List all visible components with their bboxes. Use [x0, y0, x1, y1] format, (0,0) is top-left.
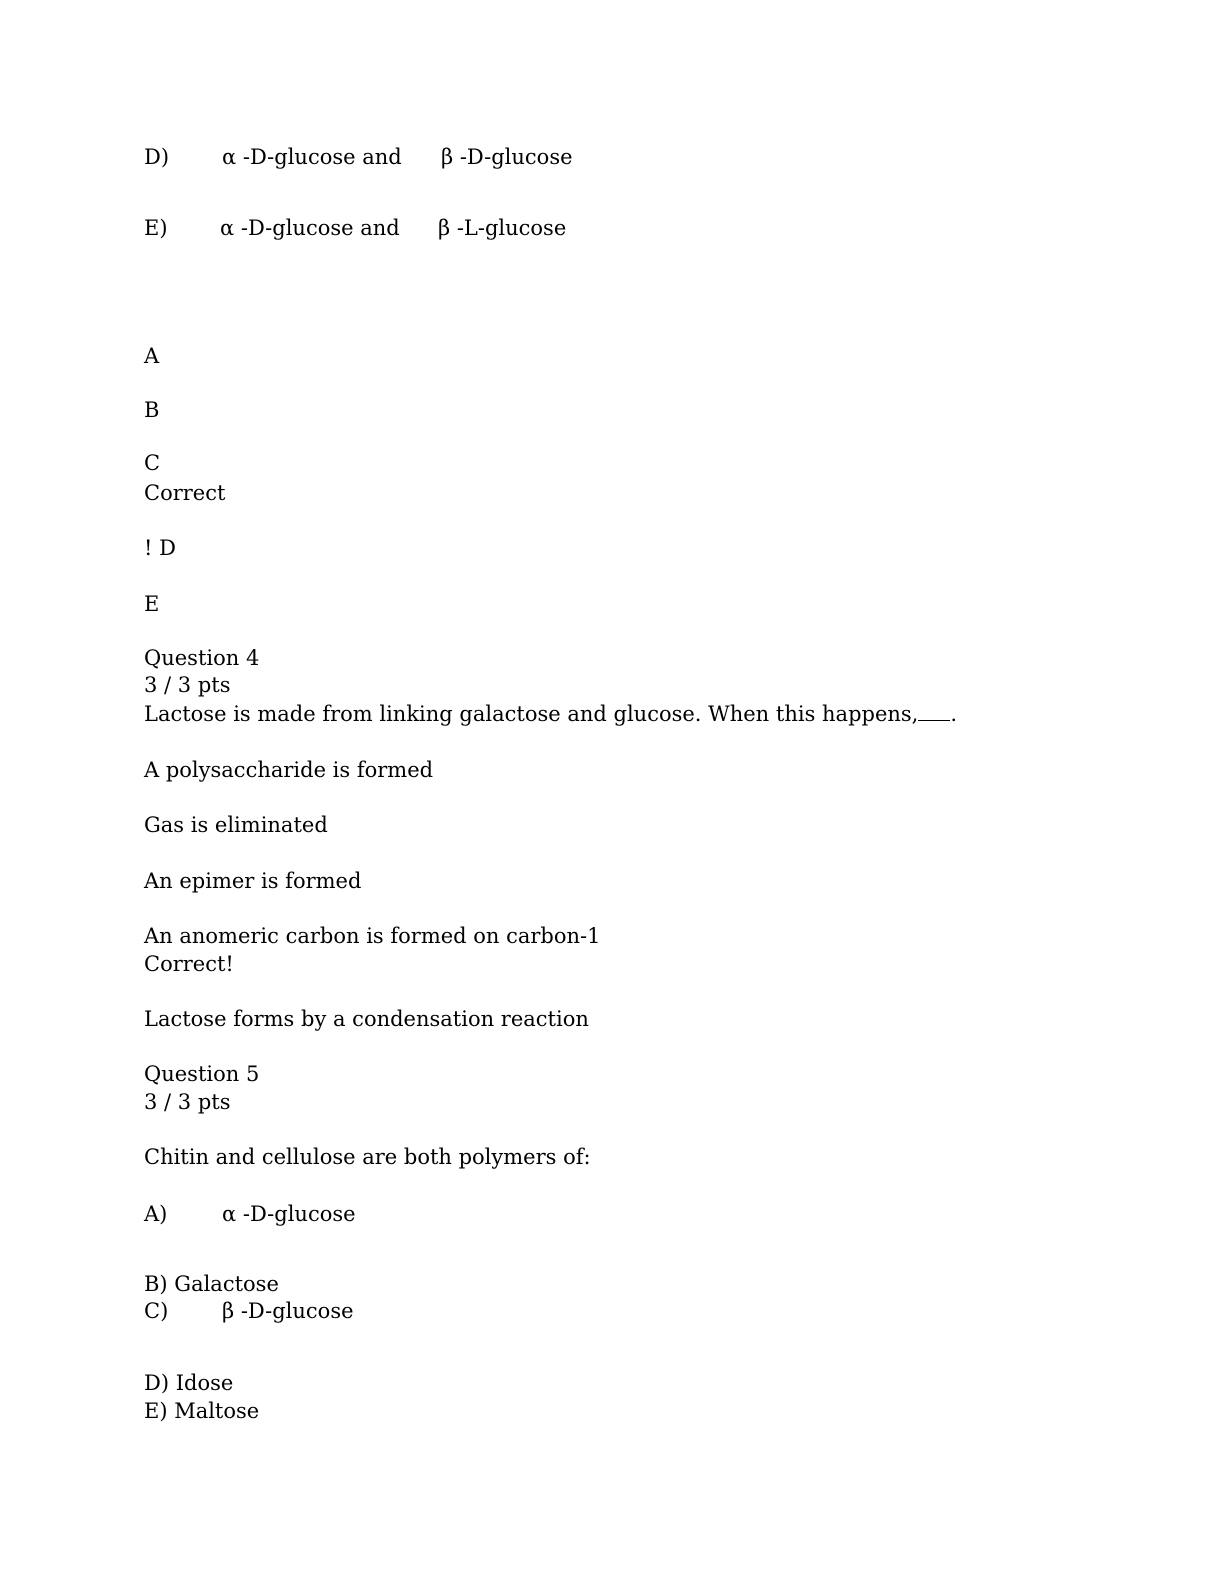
q3-option-e-text: α -D-glucose and — [220, 216, 400, 240]
question-4-title: Question 4 — [144, 646, 260, 670]
q3-answer-d[interactable]: ! D — [144, 536, 176, 560]
q4-correct-label: Correct! — [144, 952, 234, 976]
q5-option-c-label[interactable]: C) — [144, 1299, 169, 1323]
q3-option-d-label: D) — [144, 145, 170, 169]
q5-option-e[interactable]: E) Maltose — [144, 1399, 260, 1423]
question-5-score: 3 / 3 pts — [144, 1090, 231, 1114]
q3-answer-b[interactable]: B — [144, 398, 160, 422]
q3-correct-label: Correct — [144, 481, 226, 505]
q4-answer-5[interactable]: Lactose forms by a condensation reaction — [144, 1007, 589, 1031]
q5-option-c-text: β -D-glucose — [222, 1299, 354, 1323]
q5-option-a-text: α -D-glucose — [222, 1202, 356, 1226]
q3-option-d-text-2: β -D-glucose — [441, 145, 573, 169]
question-4-prompt-period: . — [950, 702, 958, 726]
q3-option-e-text-2: β -L-glucose — [438, 216, 567, 240]
q4-answer-2[interactable]: Gas is eliminated — [144, 813, 328, 837]
question-4-prompt — [144, 701, 957, 727]
q3-answer-c[interactable]: C — [144, 451, 161, 475]
question-5-prompt: Chitin and cellulose are both polymers of: — [144, 1145, 591, 1169]
q5-option-d[interactable]: D) Idose — [144, 1371, 234, 1395]
question-5-title: Question 5 — [144, 1062, 260, 1086]
q3-option-d-text: α -D-glucose and — [222, 145, 402, 169]
question-4-prompt-text: Lactose is made from linking galactose and glucose. When this happens, — [144, 702, 919, 726]
q3-option-e-label: E) — [144, 216, 168, 240]
question-4-score: 3 / 3 pts — [144, 673, 231, 697]
q3-answer-e[interactable]: E — [144, 592, 160, 616]
q5-option-a-label[interactable]: A) — [144, 1202, 168, 1226]
fill-in-blank — [918, 702, 950, 721]
q4-answer-3[interactable]: An epimer is formed — [144, 869, 362, 893]
q4-answer-4[interactable]: An anomeric carbon is formed on carbon-1 — [144, 924, 601, 948]
q5-option-b[interactable]: B) Galactose — [144, 1272, 279, 1296]
q4-answer-1[interactable]: A polysaccharide is formed — [144, 758, 434, 782]
q3-answer-a[interactable]: A — [144, 344, 160, 368]
